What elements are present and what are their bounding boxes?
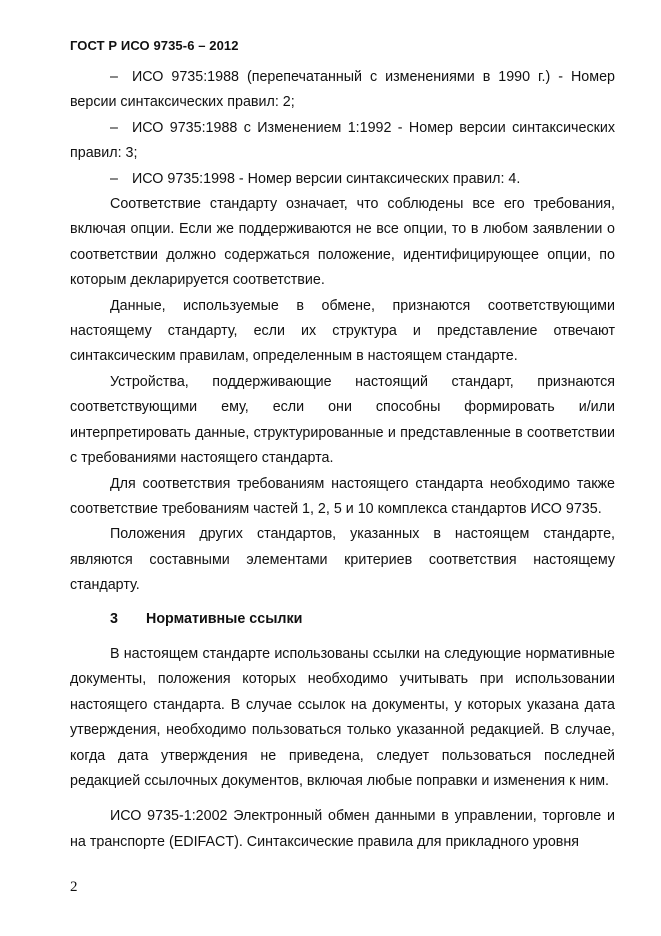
paragraph-data-conformance: Данные, используемые в обмене, признаются соответствующими настоящему стандарту, если их структура и представление отвечают синтаксическим правилам, определенным в настоящем стандарте. bbox=[70, 297, 615, 365]
paragraph-iso-reference: ИСО 9735-1:2002 Электронный обмен данными в управлении, торговле и на транспорте (EDIFACT). Синтаксические правила для прикладного уровня bbox=[70, 808, 615, 850]
paragraph-other-standards: Положения других стандартов, указанных в настоящем стандарте, являются составными элементами критериев соответствия настоящему стандарту. bbox=[70, 526, 615, 594]
body-text bbox=[70, 65, 615, 855]
list-item bbox=[70, 116, 615, 167]
list-item-text: ИСО 9735:1988 (перепечатанный с изменениями в 1990 г.) - Номер версии синтаксических правил: 2; bbox=[70, 69, 615, 111]
paragraph-device-conformance: Устройства, поддерживающие настоящий стандарт, признаются соответствующими ему, если они способны формировать и/или интерпретировать данные, структурированные и представленные в соответствии с требованиями настоящего стандарта. bbox=[70, 373, 615, 467]
list-item bbox=[70, 65, 615, 116]
dash-marker: – bbox=[110, 69, 118, 85]
dash-marker: – bbox=[110, 170, 118, 187]
section-number: 3 bbox=[110, 610, 118, 627]
list-item-text: ИСО 9735:1988 с Изменением 1:1992 - Номер версии синтаксических правил: 3; bbox=[70, 119, 615, 162]
paragraph-parts-requirement: Для соответствия требованиям настоящего стандарта необходимо также соответствие требованиям частей 1, 2, 5 и 10 комплекса стандартов ИСО 9735. bbox=[70, 475, 615, 517]
paragraph-conformance: Соответствие стандарту означает, что соблюдены все его требования, включая опции. Если же поддерживаются не все опции, то в любом заявлении о соответствии должно содержаться положение, идентифицирующее опции, по которым декларируется соответствие. bbox=[70, 196, 615, 289]
list-item-text: ИСО 9735:1998 - Номер версии синтаксических правил: 4. bbox=[132, 170, 521, 187]
page-number: 2 bbox=[70, 879, 78, 895]
section-title: Нормативные ссылки bbox=[146, 610, 303, 627]
section-heading bbox=[70, 607, 615, 632]
running-header: ГОСТ Р ИСО 9735-6 – 2012 bbox=[70, 38, 239, 53]
dash-marker: – bbox=[110, 119, 118, 136]
paragraph-normative-references: В настоящем стандарте использованы ссылки на следующие нормативные документы, положения которых необходимо учитывать при использовании настоящего стандарта. В случае ссылок на документы, у которых указана дата утверждения, необходимо пользоваться только указанной редакцией. В случае, когда дата утверждения не приведена, следует пользоваться последней редакцией ссылочных документов, включая любые поправки и изменения к ним. bbox=[70, 645, 615, 789]
list-item bbox=[70, 167, 615, 192]
